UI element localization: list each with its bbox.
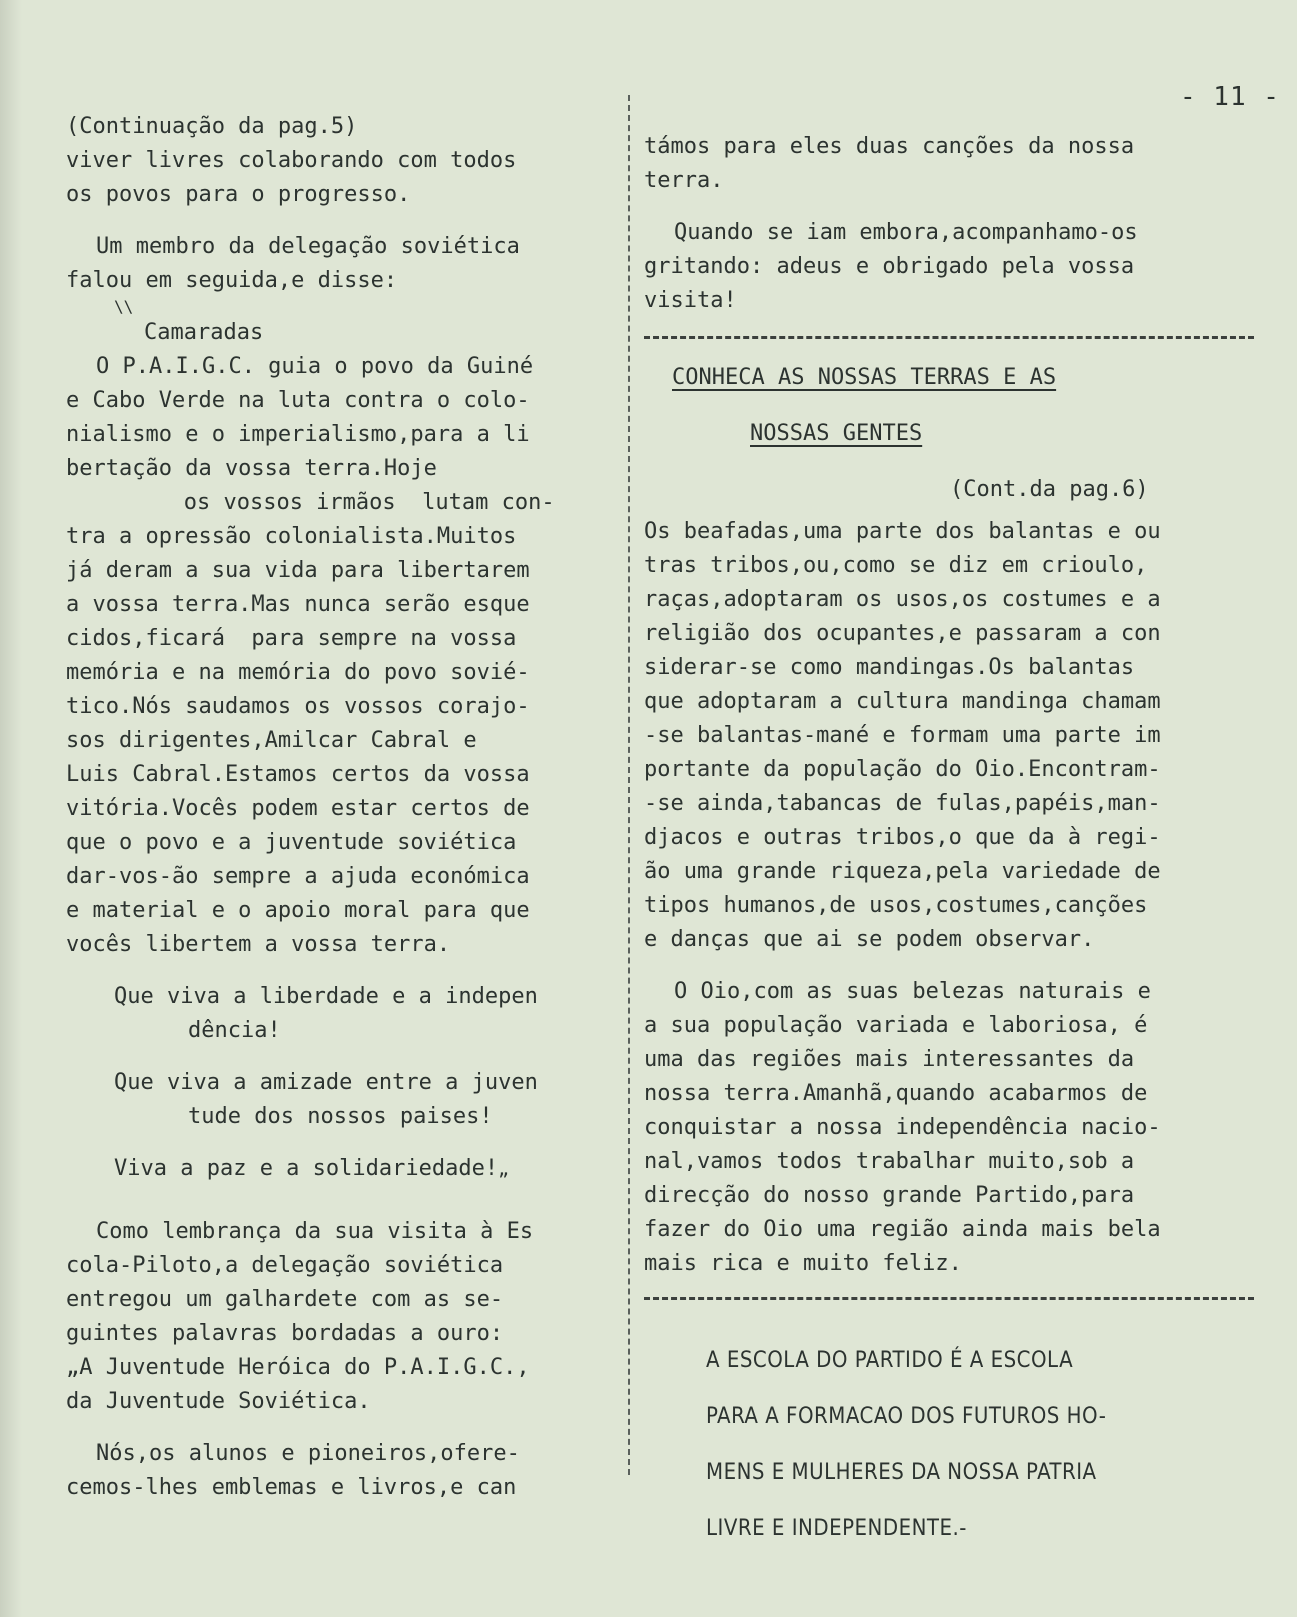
continuation-note: (Cont.da pag.6) [950, 477, 1149, 502]
text-line: nialismo e o imperialismo,para a li [66, 422, 530, 447]
text-line: uma das regiões mais interessantes da [644, 1047, 1135, 1072]
text-line: os povos para o progresso. [66, 182, 411, 207]
text-line: tico.Nós saudamos os vossos corajo- [66, 694, 530, 719]
text-line: tipos humanos,de usos,costumes,canções [644, 893, 1148, 918]
right-column [644, 130, 1254, 1568]
text-line: que adoptaram a cultura mandinga chamam [644, 689, 1161, 714]
text-line: direcção do nosso grande Partido,para [644, 1183, 1135, 1208]
paragraph-songs [644, 130, 1254, 198]
slogan-block [644, 1344, 1254, 1546]
text-line: da Juventude Soviética. [66, 1389, 371, 1414]
text-line: ão uma grande riqueza,pela variedade de [644, 859, 1161, 884]
section-rule [644, 1297, 1254, 1300]
text-line: O P.A.I.G.C. guia o povo da Guiné [96, 354, 534, 379]
paragraph-beafadas [644, 515, 1254, 957]
text-line: nal,vamos todos trabalhar muito,sob a [644, 1149, 1135, 1174]
text-line: Como lembrança da sua visita à Es [96, 1219, 534, 1244]
text-line: Viva a paz e a solidariedade! [114, 1156, 499, 1181]
paragraph-gifts [66, 1437, 626, 1505]
text-line: a sua população variada e laboriosa, é [644, 1013, 1148, 1038]
text-line: a vossa terra.Mas nunca serão esque [66, 592, 530, 617]
text-line: dar-vos-ão sempre a ajuda económica [66, 864, 530, 889]
text-line: Os beafadas,uma parte dos balantas e ou [644, 519, 1161, 544]
speech-block [66, 298, 626, 962]
text-line: e Cabo Verde na luta contra o colo- [66, 388, 530, 413]
slogan-line: LIVRE E INDEPENDENTE.- [706, 1516, 967, 1541]
paragraph-delegation [66, 230, 626, 298]
section-heading [644, 361, 1254, 451]
text-line: Nós,os alunos e pioneiros,ofere- [96, 1441, 520, 1466]
paragraph-pennant [66, 1215, 626, 1419]
text-line: raças,adoptaram os usos,os costumes e a [644, 587, 1161, 612]
text-line: os vossos irmãos lutam con- [144, 490, 555, 515]
text-line: guintes palavras bordadas a ouro: [66, 1321, 504, 1346]
section-rule [644, 336, 1254, 339]
text-line: já deram a sua vida para libertarem [66, 558, 530, 583]
text-line: mais rica e muito feliz. [644, 1251, 962, 1276]
text-line: terra. [644, 168, 724, 193]
text-line: que o povo e a juventude soviética [66, 830, 517, 855]
page-edge-shadow [0, 0, 22, 1617]
text-line: cemos-lhes emblemas e livros,e can [66, 1475, 517, 1500]
text-line: Que viva a amizade entre a juven [114, 1070, 538, 1095]
column-divider [628, 95, 630, 1475]
heading-line: NOSSAS GENTES [750, 421, 923, 446]
text-line: religião dos ocupantes,e passaram a con [644, 621, 1161, 646]
quote-open-mark: \\ [114, 297, 134, 316]
quote-close-mark: „ [498, 1159, 509, 1180]
text-line: e material e o apoio moral para que [66, 898, 530, 923]
text-line: -se ainda,tabancas de fulas,papéis,man- [644, 791, 1161, 816]
paragraph-intro [66, 144, 626, 212]
text-line: Um membro da delegação soviética [96, 234, 520, 259]
text-line: gritando: adeus e obrigado pela vossa [644, 254, 1135, 279]
text-line: falou em seguida,e disse: [66, 268, 398, 293]
text-line: nossa terra.Amanhã,quando acabarmos de [644, 1081, 1148, 1106]
speech-salutation: Camaradas [144, 320, 264, 345]
text-line: O Oio,com as suas belezas naturais e [674, 979, 1151, 1004]
cheer-friendship [66, 1066, 626, 1134]
heading-line: CONHECA AS NOSSAS TERRAS E AS [672, 365, 1057, 390]
text-line: tude dos nossos paises! [188, 1104, 493, 1129]
slogan-line: A ESCOLA DO PARTIDO É A ESCOLA [706, 1348, 1074, 1373]
text-line: bertação da vossa terra.Hoje [66, 456, 437, 481]
cheer-peace [66, 1152, 626, 1187]
text-line: e danças que ai se podem observar. [644, 927, 1095, 952]
text-line: siderar-se como mandingas.Os balantas [644, 655, 1135, 680]
text-line: visita! [644, 288, 737, 313]
text-line: vocês libertem a vossa terra. [66, 932, 451, 957]
text-line: portante da população do Oio.Encontram- [644, 757, 1161, 782]
text-line: támos para eles duas canções da nossa [644, 134, 1135, 159]
text-line: djacos e outras tribos,o que da à regi- [644, 825, 1161, 850]
text-line: cola-Piloto,a delegação soviética [66, 1253, 504, 1278]
text-line: cidos,ficará para sempre na vossa [66, 626, 517, 651]
text-line: sos dirigentes,Amilcar Cabral e [66, 728, 477, 753]
text-line: „A Juventude Heróica do P.A.I.G.C., [66, 1355, 530, 1380]
cheer-liberty [66, 980, 626, 1048]
paragraph-oio [644, 975, 1254, 1281]
text-line: memória e na memória do povo sovié- [66, 660, 530, 685]
text-line: Que viva a liberdade e a indepen [114, 984, 538, 1009]
text-line: tras tribos,ou,como se diz em crioulo, [644, 553, 1148, 578]
slogan-line: MENS E MULHERES DA NOSSA PATRIA [706, 1460, 1097, 1485]
paragraph-farewell [644, 216, 1254, 318]
text-line: fazer do Oio uma região ainda mais bela [644, 1217, 1161, 1242]
text-line: tra a opressão colonialista.Muitos [66, 524, 517, 549]
text-line: conquistar a nossa independência nacio- [644, 1115, 1161, 1140]
text-line: entregou um galhardete com as se- [66, 1287, 504, 1312]
text-line: Quando se iam embora,acompanhamo-os [674, 220, 1138, 245]
text-line: vitória.Vocês podem estar certos de [66, 796, 530, 821]
continuation-note: (Continuação da pag.5) [66, 114, 358, 139]
text-line: viver livres colaborando com todos [66, 148, 517, 173]
page-number: - 11 - [1180, 82, 1280, 112]
slogan-line: PARA A FORMACAO DOS FUTUROS HO- [706, 1404, 1107, 1429]
text-line: -se balantas-mané e formam uma parte im [644, 723, 1161, 748]
text-line: Luis Cabral.Estamos certos da vossa [66, 762, 530, 787]
left-column [66, 110, 626, 1505]
text-line: dência! [188, 1018, 281, 1043]
